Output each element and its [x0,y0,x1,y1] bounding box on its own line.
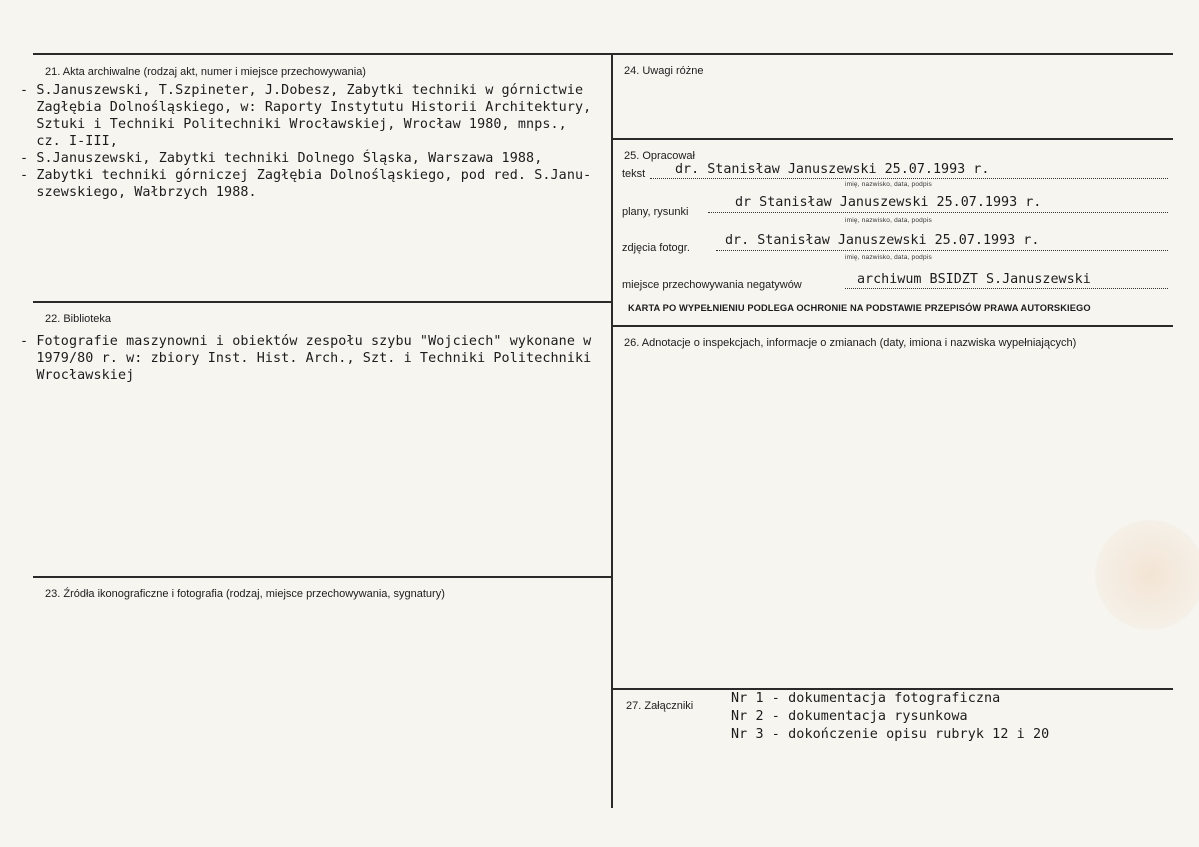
miejsce-value: archiwum BSIDZT S.Januszewski [857,272,1091,287]
section-22-line: 1979/80 r. w: zbiory Inst. Hist. Arch., Szt. i Techniki Politechniki [20,351,592,366]
section-25-title: 25. Opracował [624,150,695,162]
tekst-caption: imię, nazwisko, data, podpis [845,181,932,188]
miejsce-label: miejsce przechowywania negatywów [622,279,802,291]
section-22-line: - Fotografie maszynowni i obiektów zespołu szybu "Wojciech" wykonane w [20,334,592,349]
section-27-title: 27. Załączniki [626,700,694,712]
section-21-line: szewskiego, Wałbrzych 1988. [20,185,257,200]
section-24-title: 24. Uwagi różne [624,65,704,77]
section-27-line: Nr 3 - dokończenie opisu rubryk 12 i 20 [731,727,1050,742]
copyright-notice: KARTA PO WYPEŁNIENIU PODLEGA OCHRONIE NA PODSTAWIE PRZEPISÓW PRAWA AUTORSKIEGO [628,303,1091,313]
divider-21-22 [33,301,613,303]
section-21-line: - S.Januszewski, Zabytki techniki Dolnego Śląska, Warszawa 1988, [20,151,543,166]
miejsce-dotted-line [845,288,1168,289]
section-22-line: Wrocławskiej [20,368,135,383]
zdjecia-caption: imię, nazwisko, data, podpis [845,254,932,261]
tekst-value: dr. Stanisław Januszewski 25.07.1993 r. [675,162,990,177]
divider-25-26 [612,325,1173,327]
section-21-title: 21. Akta archiwalne (rodzaj akt, numer i miejsce przechowywania) [45,66,366,78]
tekst-dotted-line [650,178,1168,179]
plany-dotted-line [708,212,1168,213]
zdjecia-label: zdjęcia fotogr. [622,242,690,254]
divider-center [611,54,613,808]
divider-24-25 [612,138,1173,140]
plany-label: plany, rysunki [622,206,689,218]
section-27-line: Nr 1 - dokumentacja fotograficzna [731,691,1001,706]
divider-top [33,53,1173,55]
section-27-line: Nr 2 - dokumentacja rysunkowa [731,709,968,724]
zdjecia-dotted-line [716,250,1168,251]
section-21-line: cz. I-III, [20,134,118,149]
section-23-title: 23. Źródła ikonograficzne i fotografia (rodzaj, miejsce przechowywania, sygnatury) [45,588,445,600]
section-26-title: 26. Adnotacje o inspekcjach, informacje o zmianach (daty, imiona i nazwiska wypełniających) [624,337,1077,349]
tekst-label: tekst [622,168,646,180]
section-21-line: Sztuki i Techniki Politechniki Wrocławskiej, Wrocław 1980, mnps., [20,117,567,132]
zdjecia-value: dr. Stanisław Januszewski 25.07.1993 r. [725,233,1040,248]
section-21-line: - S.Januszewski, T.Szpineter, J.Dobesz, Zabytki techniki w górnictwie [20,83,584,98]
section-21-line: Zagłębia Dolnośląskiego, w: Raporty Instytutu Historii Architektury, [20,100,592,115]
plany-value: dr Stanisław Januszewski 25.07.1993 r. [735,195,1042,210]
divider-22-23 [33,576,613,578]
section-22-title: 22. Biblioteka [45,313,112,325]
paper-stain [1095,520,1199,630]
plany-caption: imię, nazwisko, data, podpis [845,217,932,224]
section-21-line: - Zabytki techniki górniczej Zagłębia Dolnośląskiego, pod red. S.Janu- [20,168,592,183]
